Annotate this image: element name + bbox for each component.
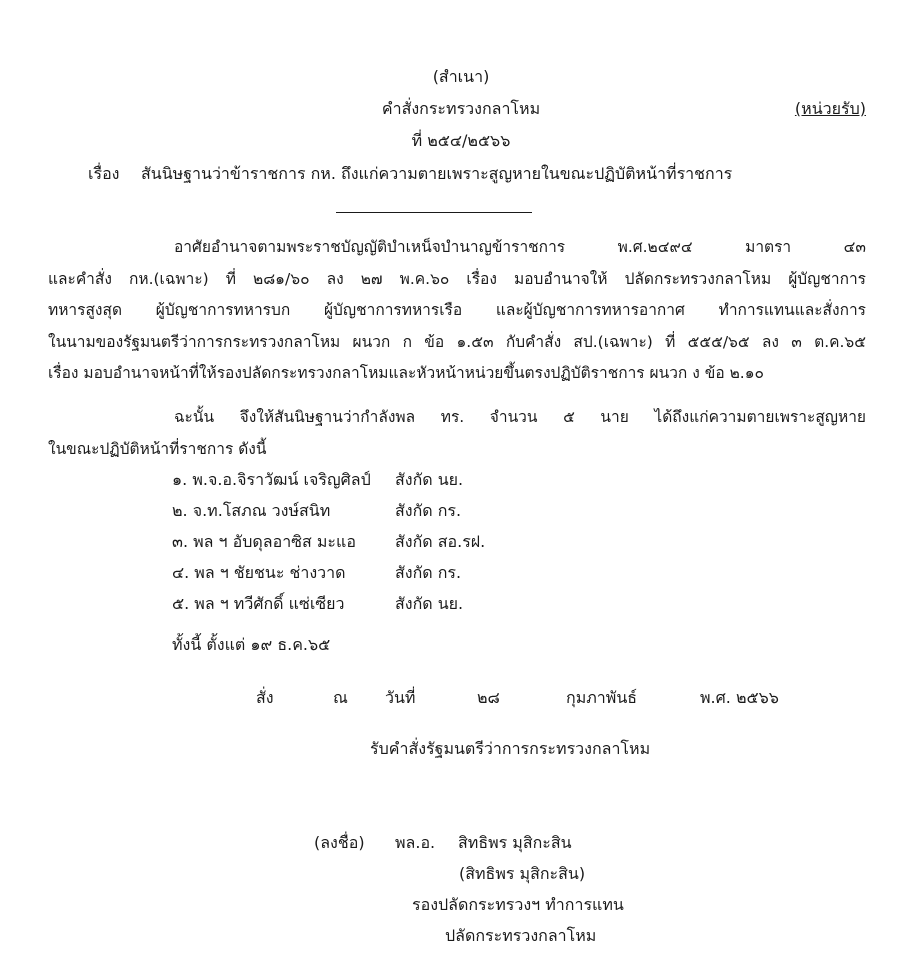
copy-label: (สำเนา) [432,67,490,86]
signer-rank: พล.อ. [395,833,436,852]
paragraph-line: ทหารสูงสุด ผู้บัญชาการทหารบก ผู้บัญชาการทหารเรือ และผู้บัญชาการทหารอากาศ ทำการแทนและสั่งการ [48,301,866,319]
signer-position: รองปลัดกระทรวงฯ ทำการแทน [412,895,624,914]
order-number: ที่ ๒๕๔/๒๕๖๖ [411,131,511,150]
person-unit: สังกัด สอ.รฝ. [395,532,486,551]
order-title: คำสั่งกระทรวงกลาโหม [381,99,541,118]
person-name: ๑. พ.จ.อ.จิราวัฒน์ เจริญศิลป์ [172,470,371,489]
signer-position-2: ปลัดกระทรวงกลาโหม [445,926,597,945]
subject: สันนิษฐานว่าข้าราชการ กห. ถึงแก่ความตายเพราะสูญหายในขณะปฏิบัติหน้าที่ราชการ [141,164,733,183]
received-order: รับคำสั่งรัฐมนตรีว่าการกระทรวงกลาโหม [370,739,651,758]
year-value: พ.ศ. ๒๕๖๖ [700,688,779,707]
ordered-label: สั่ง [256,688,274,707]
effective-date: ทั้งนี้ ตั้งแต่ ๑๙ ธ.ค.๖๕ [172,635,331,654]
paragraph-line: ในขณะปฏิบัติหน้าที่ราชการ ดังนี้ [48,439,267,458]
subject-label: เรื่อง [88,164,120,183]
person-unit: สังกัด นย. [395,594,464,613]
receiving-unit: (หน่วยรับ) [794,99,866,118]
printed-name: (สิทธิพร มุสิกะสิน) [459,864,586,883]
paragraph-line: และคำสั่ง กห.(เฉพาะ) ที่ ๒๘๑/๖๐ ลง ๒๗ พ.ค.๖๐ เรื่อง มอบอำนาจให้ ปลัดกระทรวงกลาโหม ผู้บัญชาการ [48,269,866,288]
at-label: ณ [333,688,348,707]
month-value: กุมภาพันธ์ [566,688,638,707]
authority-paragraph [48,232,866,390]
header-divider [336,212,532,213]
paragraph-line: ในนามของรัฐมนตรีว่าการกระทรวงกลาโหม ผนวก ก ข้อ ๑.๕๓ กับคำสั่ง สป.(เฉพาะ) ที่ ๕๕๕/๖๕ ลง ๓ ต.ค.๖๕ [48,332,866,351]
person-unit: สังกัด นย. [395,470,464,489]
person-name: ๒. จ.ท.โสภณ วงษ์สนิท [172,501,331,520]
signed-label: (ลงชื่อ) [314,833,365,852]
paragraph-line: อาศัยอำนาจตามพระราชบัญญัติบำเหน็จบำนาญข้าราชการ พ.ศ.๒๔๙๔ มาตรา ๔๓ [174,238,866,256]
person-unit: สังกัด กร. [395,501,462,520]
day-label: วันที่ [385,688,416,707]
person-name: ๓. พล ฯ อับดุลอาซิส มะแอ [172,532,356,551]
signer-name: สิทธิพร มุสิกะสิน [458,833,572,852]
person-unit: สังกัด กร. [395,563,462,582]
paragraph-line: เรื่อง มอบอำนาจหน้าที่ให้รองปลัดกระทรวงกลาโหมและหัวหน้าหน่วยขึ้นตรงปฏิบัติราชการ ผนวก ง ข้อ ๒.๑๐ [48,364,765,382]
day-value: ๒๘ [477,688,500,707]
presumption-paragraph [48,402,866,465]
paragraph-line: ฉะนั้น จึงให้สันนิษฐานว่ากำลังพล ทร. จำนวน ๕ นาย ได้ถึงแก่ความตายเพราะสูญหาย [174,408,866,426]
person-name: ๔. พล ฯ ชัยชนะ ช่างวาด [172,563,346,582]
person-name: ๕. พล ฯ ทวีศักดิ์ แซ่เซียว [172,594,345,613]
